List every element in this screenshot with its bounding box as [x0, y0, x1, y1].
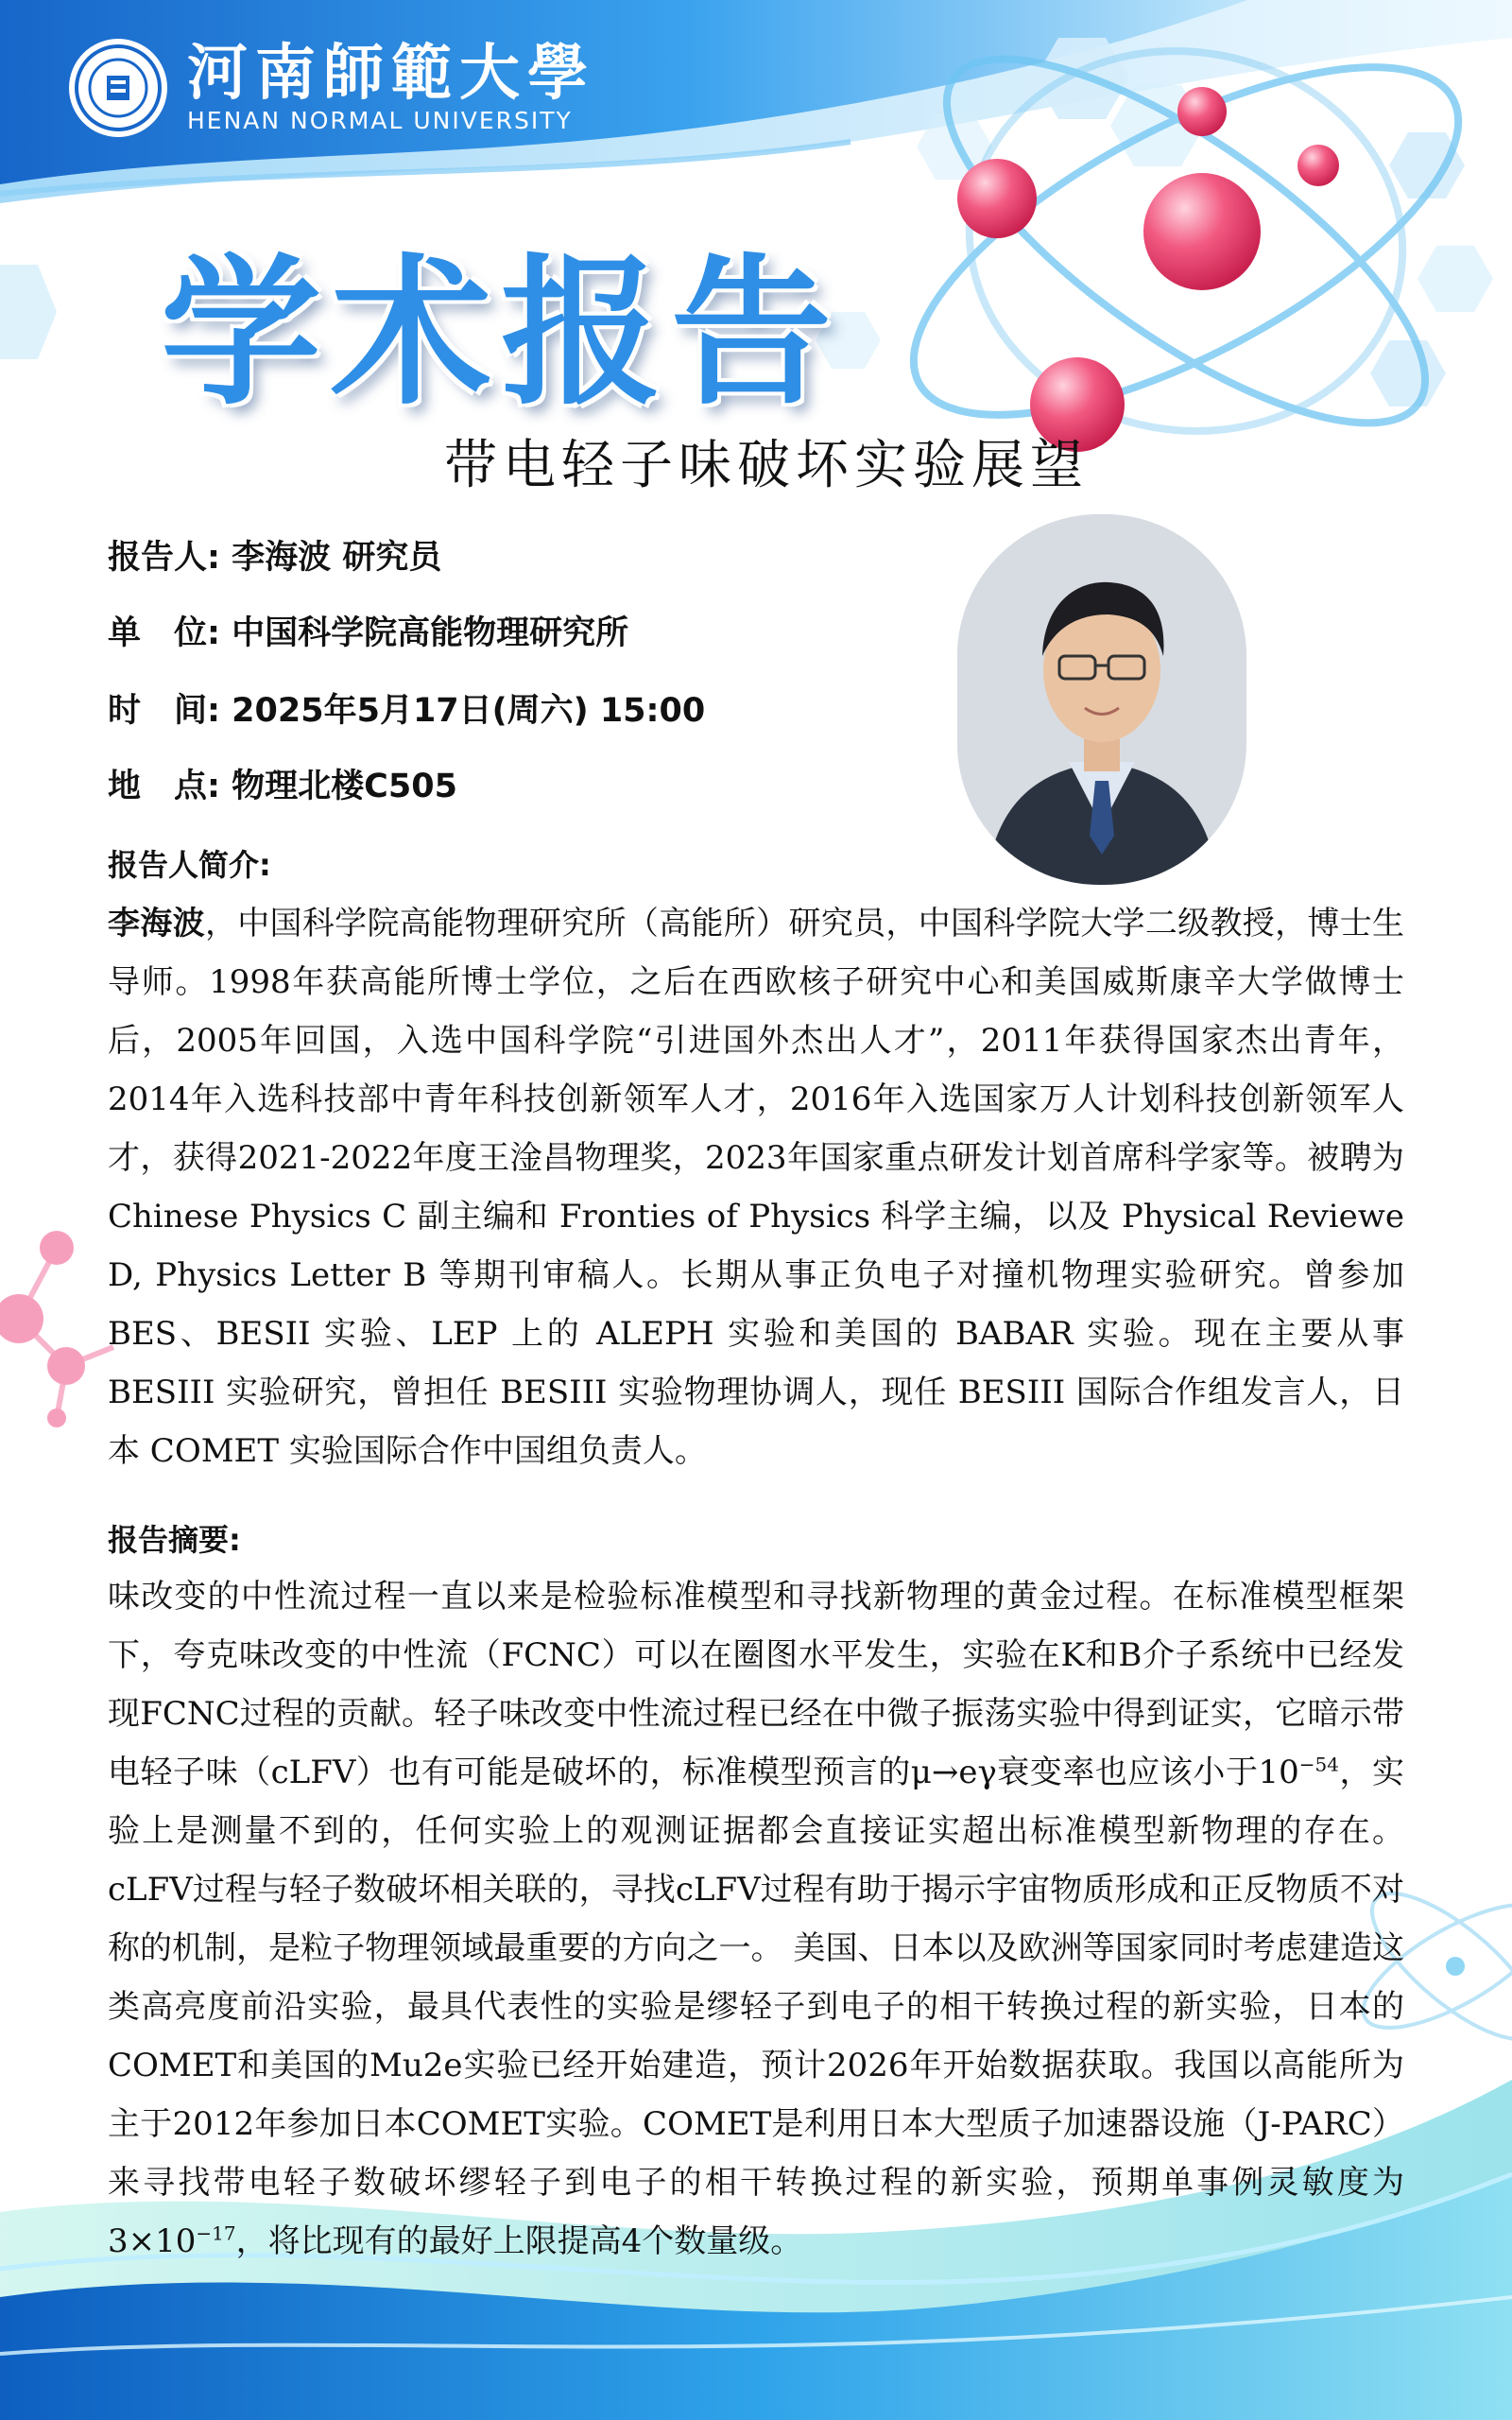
abstract-part1: 味改变的中性流过程一直以来是检验标准模型和寻找新物理的黄金过程。在标准模型框架下，夸克味改变的中性流（FCNC）可以在圈图水平发生，实验在K和B介子系统中已经发现FCNC过程的贡献。轻子味改变中性流过程已经在中微子振荡实验中得到证实，它暗示带电轻子味（cLFV）也有可能是破坏的，标准模型预言的μ→eγ衰变率也应该小于10: [108, 1578, 1404, 1791]
abstract-part2: ，实验上是测量不到的，任何实验上的观测证据都会直接证实超出标准模型新物理的存在。cLFV过程与轻子数破坏相关联的，寻找cLFV过程有助于揭示宇宙物质形成和正反物质不对称的机制，是粒子物理领域最重要的方向之一。 美国、日本以及欧洲等国家同时考虑建造这类高亮度前沿实验，最具代表性的实验是缪轻子到电子的相干转换过程的新实验，日本的COMET和美国的Mu2e实验已经开始建造，预计2026年开始数据获取。我国以高能所为主于2012年参加日本COMET实验。COMET是利用日本大型质子加速器设施（J-PARC）来寻找带电轻子数破坏缪轻子到电子的相干转换过程的新实验，预期单事例灵敏度为3×10: [108, 1754, 1404, 2260]
abstract-part3: ，将比现有的最好上限提高4个数量级。: [235, 2222, 803, 2260]
university-seal-icon: [66, 36, 170, 140]
abstract-exponent-2: −17: [196, 2221, 236, 2245]
university-name-en: HENAN NORMAL UNIVERSITY: [187, 107, 573, 134]
abstract-heading: 报告摘要:: [108, 1522, 241, 1558]
university-logo: [66, 36, 595, 140]
bio-heading: 报告人简介:: [108, 847, 271, 883]
speaker-photo: [957, 514, 1246, 885]
university-name-cn: 河南師範大學: [187, 38, 595, 109]
abstract-paragraph: [108, 1567, 1404, 2271]
time-line: 时 间: 2025年5月17日(周六) 15:00: [108, 692, 706, 730]
talk-title: 带电轻子味破坏实验展望: [444, 435, 1089, 496]
speaker-line: 报告人: 李海波 研究员: [108, 539, 442, 577]
unit-line: 单 位: 中国科学院高能物理研究所: [108, 614, 629, 652]
page-title: 学术报告: [161, 240, 842, 427]
abstract-exponent-1: −54: [1298, 1753, 1339, 1776]
speaker-portrait-icon: [957, 514, 1246, 885]
bio-name: 李海波: [108, 905, 205, 942]
bio-text: ，中国科学院高能物理研究所（高能所）研究员，中国科学院大学二级教授，博士生导师。1998年获高能所博士学位，之后在西欧核子研究中心和美国威斯康辛大学做博士后，2005年回国，入选中国科学院“引进国外杰出人才”，2011年获得国家杰出青年，2014年入选科技部中青年科技创新领军人才，2016年入选国家万人计划科技创新领军人才，获得2021-2022年度王淦昌物理奖，2023年国家重点研发计划首席科学家等。被聘为 Chinese Physics C 副主编和 Fronties of Physics 科学主编，以及 Physical Reviewe D, Physics Letter B 等期刊审稿人。长期从事正负电子对撞机物理实验研究。曾参加 BES、BESII 实验、LEP 上的 ALEPH 实验和美国的 BABAR 实验。现在主要从事 BESIII 实验研究，曾担任 BESIII 实验物理协调人，现任 BESIII 国际合作组发言人，日本 COMET 实验国际合作中国组负责人。: [108, 905, 1405, 1470]
bio-paragraph: [108, 894, 1404, 1480]
place-line: 地 点: 物理北楼C505: [108, 768, 457, 805]
